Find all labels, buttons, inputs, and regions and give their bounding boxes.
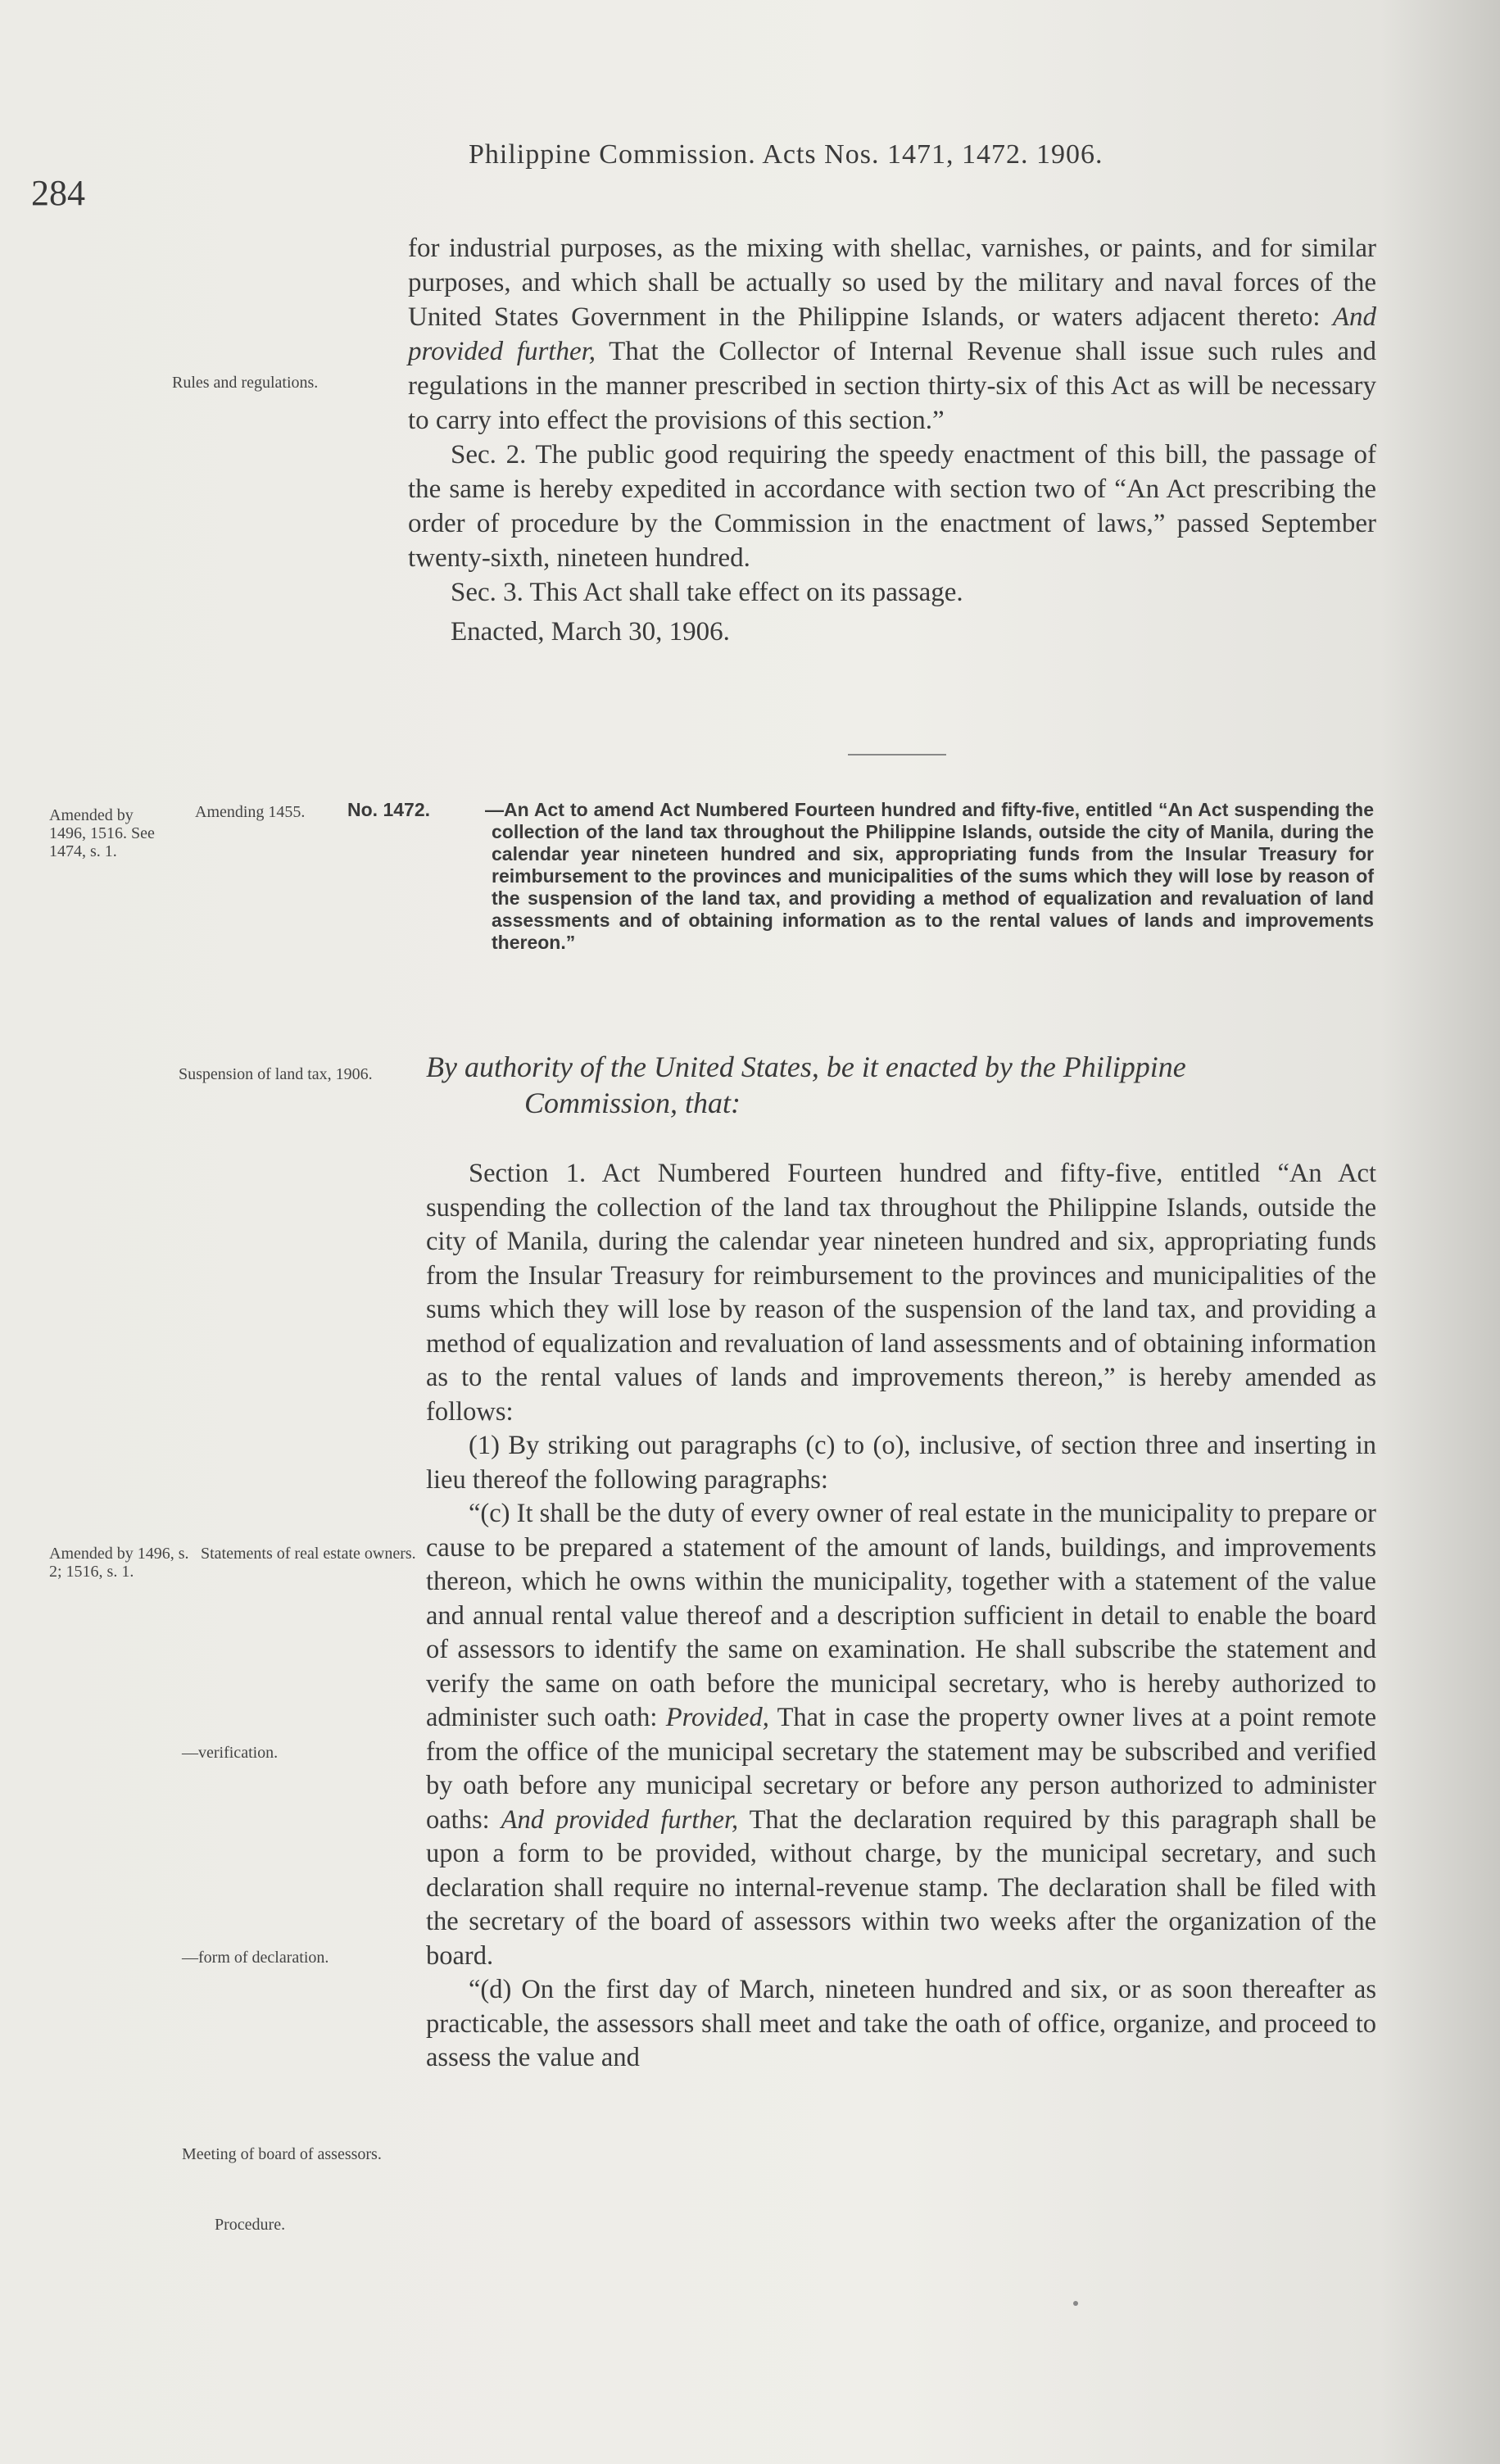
separator-rule [848,754,946,756]
margin-note-rules: Rules and regulations. [172,374,319,392]
block1-text-1: for industrial purposes, as the mixing with shellac, varnishes, or paints, and for similar purposes, and which shall be actually so used by the military and naval forces of the United States Government in the Philippine Islands, or waters adjacent thereto: [408,234,1376,332]
act-heading [347,799,1374,954]
section-1: Section 1. Act Numbered Fourteen hundred and fifty-five, entitled “An Act suspending the collection of the land tax throughout the Philippine Islands, outside the city of Manila, during the calendar year nineteen hundred and six, appropriating funds from the Insular Treasury for reimbursement to the provinces and municipalities of the sums which they will lose by reason of the suspension of the land tax, and providing a method of equalization and revaluation of land assessments and of obtaining information as to the rental values of lands and improvements thereon,” is hereby amended as follows: [426,1159,1376,1427]
margin-note-amended-1: Amended by 1496, 1516. See 1474, s. 1. [49,806,155,860]
para-c-text-2: That in case the property owner lives at a point remote from the office of the municipal secretary the statement may be subscribed and verified by oath before any municipal secretary or before any person authorized to administer oaths: [426,1703,1377,1835]
para-c-text-1: “(c) It shall be the duty of every owner of real estate in the municipality to prepare or cause to be prepared a statement of the amount of lands, buildings, and improvements thereon, which he owns within the municipality, together with a statement of the value and annual rental value thereof and a description sufficient in detail to enable the board of assessors to identify the same on examination. He shall subscribe the statement and verify the same on oath before the municipal secretary, who is hereby authorized to administer such oath: [426,1499,1376,1732]
top-text-block [408,231,1376,649]
para-c-italic-1: Provided, [665,1703,769,1732]
margin-note-meeting: Meeting of board of assessors. [182,2145,382,2163]
act-number: No. 1472. [347,799,430,820]
margin-note-procedure: Procedure. [215,2216,286,2234]
clause-1: (1) By striking out paragraphs (c) to (o), inclusive, of section three and inserting in lieu thereof the following paragraphs: [426,1431,1376,1495]
block1-text-2: That the Collector of Internal Revenue shall issue such rules and regulations in the manner prescribed in section thirty-six of this Act as will be necessary to carry into effect the provisions of this section.” [408,337,1377,435]
margin-note-verification: —verification. [182,1744,279,1762]
enacting-clause [426,1049,1376,1121]
section-3: Sec. 3. This Act shall take effect on its passage. [451,578,963,607]
para-c-italic-2: And provided further, [501,1804,739,1835]
section-2: Sec. 2. The public good requiring the speedy enactment of this bill, the passage of the same is hereby expedited in accordance with section two of “An Act prescribing the order of procedure by the Commission in the enactment of laws,” passed September twenty-sixth, nineteen hundred. [408,440,1376,573]
enacting-line-2: Commission, that: [524,1087,741,1119]
enacted-line: Enacted, March 30, 1906. [451,617,730,647]
margin-note-amending: Amending 1455. [195,803,306,821]
margin-note-statements: Statements of real estate owners. [201,1545,416,1563]
margin-note-suspension: Suspension of land tax, 1906. [179,1065,373,1083]
margin-note-form: —form of declaration. [182,1949,329,1967]
margin-note-amended-2: Amended by 1496, s. 2; 1516, s. 1. [49,1545,189,1581]
block1-italic: And provided further, [408,302,1376,366]
paragraph-c [426,1497,1376,1973]
enacting-line-1: By authority of the United States, be it enacted by the Philippine [426,1050,1186,1083]
act-title: —An Act to amend Act Numbered Fourteen hundred and fifty-five, entitled “An Act suspending the collection of the land tax throughout the Philippine Islands, outside the city of Manila, during the calendar year nineteen hundred and six, appropriating funds from the Insular Treasury for reimbursement to the provinces and municipalities of the sums which they will lose by reason of the suspension of the land tax, and providing a method of equalization and revaluation of land assessments and of obtaining information as to the rental values of lands and improvements thereon.” [485,799,1374,953]
page-number: 284 [31,173,85,213]
running-head: Philippine Commission. Acts Nos. 1471, 1472. 1906. [469,139,1103,170]
para-c-text-3: That the declaration required by this paragraph shall be upon a form to be provided, without charge, by the municipal secretary, and such declaration shall require no internal-revenue stamp. The declaration shall be filed with the secretary of the board of assessors within two weeks after the organization of the board. [426,1804,1376,1971]
paragraph-d: “(d) On the first day of March, nineteen hundred and six, or as soon thereafter as practicable, the assessors shall meet and take the oath of office, organize, and proceed to assess the value and [426,1975,1376,2072]
main-text-block [426,1157,1376,2076]
speck [1073,2301,1078,2306]
